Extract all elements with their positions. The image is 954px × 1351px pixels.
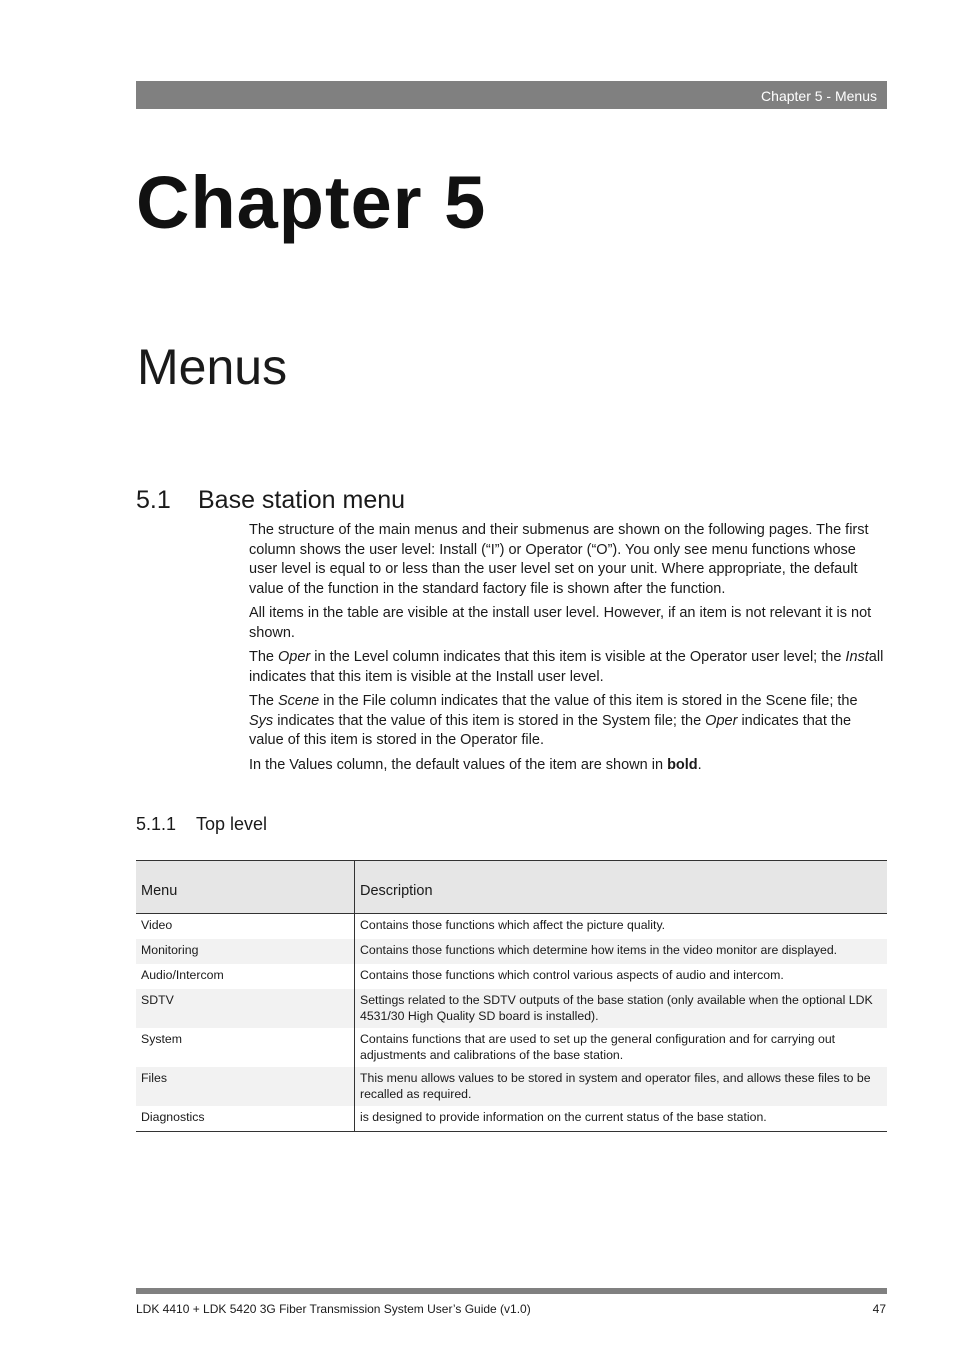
text: In the Values column, the default values of the item are shown in	[249, 756, 668, 773]
column-header-description: Description	[355, 861, 888, 914]
subsection-title: Top level	[196, 814, 268, 834]
menu-cell: Diagnostics	[136, 1106, 355, 1132]
paragraph	[249, 756, 885, 776]
text: The	[249, 693, 279, 709]
paragraph	[249, 692, 885, 751]
running-header	[136, 81, 887, 109]
table-row	[136, 939, 887, 964]
text: .	[697, 756, 702, 773]
table-row	[136, 1067, 887, 1106]
text: all indicates that this item is visible at the Install user level.	[249, 649, 884, 685]
paragraph	[249, 648, 885, 687]
section-title: Base station menu	[198, 486, 406, 514]
menu-cell: Audio/Intercom	[136, 964, 355, 989]
text: indicates that the value of this item is stored in the System file; the	[273, 712, 706, 729]
italic-text: Sys	[249, 712, 274, 729]
footer-doc-title: LDK 4410 + LDK 5420 3G Fiber Transmission System User’s Guide (v1.0)	[136, 1302, 531, 1316]
text: The	[249, 649, 279, 665]
subsection-number: 5.1.1	[136, 814, 177, 834]
bold-text: bold	[667, 756, 698, 773]
table-row	[136, 1028, 887, 1067]
chapter-title: Menus	[137, 339, 288, 395]
description-cell: Contains those functions which determine how items in the video monitor are displayed.	[355, 939, 888, 964]
description-cell: Contains functions that are used to set up the general configuration and for carrying out adjustments and calibrations of the base station.	[360, 1032, 836, 1062]
italic-text: Oper	[705, 712, 738, 729]
description-cell: This menu allows values to be stored in system and operator files, and allows these files to be recalled as required.	[355, 1067, 888, 1106]
subsection-heading	[136, 814, 267, 835]
table-row	[136, 964, 887, 989]
menu-cell: System	[136, 1028, 355, 1067]
chapter-label: Chapter 5	[136, 161, 487, 244]
table-header-row	[136, 861, 887, 914]
description-cell: Settings related to the SDTV outputs of the base station (only available when the optional LDK 4531/30 High Quality SD board is installed).	[355, 989, 888, 1028]
menu-cell: Monitoring	[136, 939, 355, 964]
paragraph: The structure of the main menus and their submenus are shown on the following pages. The first column shows the user level: Install (“I”) or Operator (“O”). You only see menu functions whose user level is equal to or less than the user level set on your unit. Where appropriate, the default value of the function in the standard factory file is shown after the function.	[249, 522, 869, 597]
italic-text: Scene	[278, 693, 320, 709]
description-cell: Contains those functions which control various aspects of audio and intercom.	[360, 968, 784, 982]
table-row	[136, 989, 887, 1028]
top-level-menu-table	[136, 860, 887, 1132]
italic-text: Oper	[278, 649, 311, 665]
text: in the Level column indicates that this item is visible at the Operator user level; the	[310, 649, 846, 665]
column-header-menu: Menu	[136, 861, 355, 914]
footer-rule	[136, 1288, 887, 1294]
text: indicates that the value of this item is stored in the Operator file.	[249, 712, 852, 748]
running-title: Chapter 5 - Menus	[761, 88, 877, 104]
table-row	[136, 914, 887, 940]
description-cell: is designed to provide information on the current status of the base station.	[355, 1106, 888, 1132]
text: in the File column indicates that the value of this item is stored in the Scene file; the	[319, 693, 858, 709]
menu-cell: Video	[136, 914, 355, 940]
section-heading	[136, 486, 405, 515]
menu-cell: SDTV	[136, 989, 355, 1028]
table-row	[136, 1106, 887, 1132]
description-cell: Contains those functions which affect the picture quality.	[360, 918, 666, 932]
paragraph: All items in the table are visible at the install user level. However, if an item is not relevant it is not shown.	[249, 605, 872, 641]
body-text	[249, 521, 885, 780]
section-number: 5.1	[136, 486, 171, 514]
menu-cell: Files	[136, 1067, 355, 1106]
italic-text: Inst	[845, 649, 869, 665]
page-number: 47	[872, 1302, 886, 1316]
